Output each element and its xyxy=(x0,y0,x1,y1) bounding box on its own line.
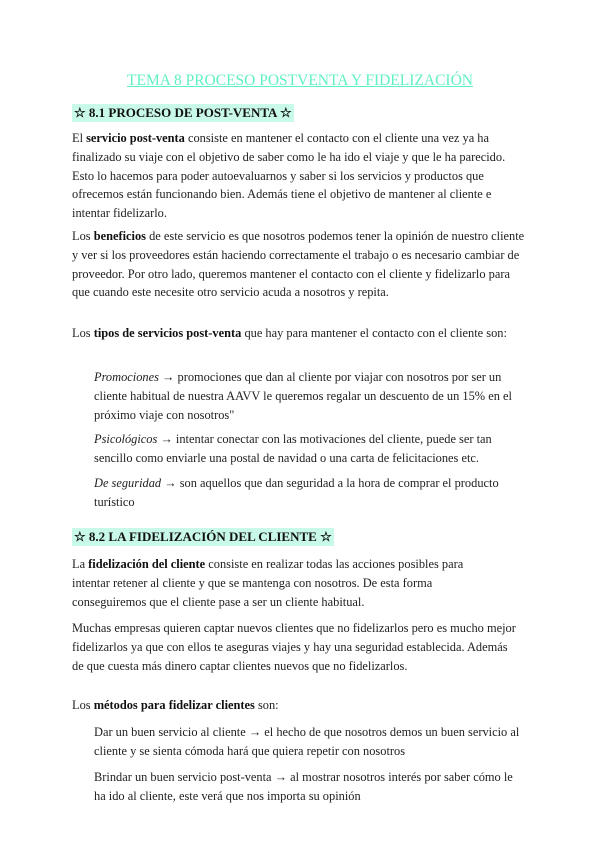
paragraph-servicio-post-venta: El servicio post-venta consiste en mantener el contacto con el cliente una vez ya ha finalizado su viaje con el objetivo de saber como le ha ido el viaje y que le ha parecido. Esto lo hacemos para poder autoevaluarnos y saber si los servicios y productos que ofrecemos están funcionando bien. Además tiene el objetivo de mantener al cliente e intentar fidelizarlo. xyxy=(72,131,506,221)
list-item-promociones: Promociones → promociones que dan al cliente por viajar con nosotros por ser un cliente habitual de nuestra AAVV le queremos regalar un descuento de un 15% en el próximo viaje con nosotros" xyxy=(94,370,512,422)
paragraph-fidelizacion: La fidelización del cliente consiste en realizar todas las acciones posibles para intentar retener al cliente y que se mantenga con nosotros. De esta forma conseguiremos que el cliente pase a ser un cliente habitual. xyxy=(72,557,464,609)
section-heading-8-1: ☆ 8.1 PROCESO DE POST-VENTA ☆ xyxy=(74,105,292,120)
list-item-buen-servicio: Dar un buen servicio al cliente → el hecho de que nosotros demos un buen servicio al cliente y se sienta cómoda hará que quiera repetir con nosotros xyxy=(94,725,520,758)
paragraph-metodos: Los métodos para fidelizar clientes son: xyxy=(72,698,279,712)
paragraph-empresas: Muchas empresas quieren captar nuevos clientes que no fidelizarlos pero es mucho mejor fidelizarlos ya que con ellos te aseguras viajes y hay una seguridad establecida. Además de que cuesta más dinero captar clientes nuevos que no fidelizarlos. xyxy=(72,621,516,673)
list-item-psicologicos: Psicológicos → intentar conectar con las motivaciones del cliente, puede ser tan sencillo como enviarle una postal de navidad o una carta de felicitaciones etc. xyxy=(94,432,492,465)
paragraph-beneficios: Los beneficios de este servicio es que nosotros podemos tener la opinión de nuestro cliente y ver si los proveedores están haciendo correctamente el trabajo o es necesario cambiar de proveedor. Por otro lado, queremos mantener el contacto con el cliente y fidelizarlo para que cuando este necesite otro servicio acuda a nosotros y repita. xyxy=(72,229,525,300)
section-heading-8-2: ☆ 8.2 LA FIDELIZACIÓN DEL CLIENTE ☆ xyxy=(74,529,332,544)
list-item-post-venta: Brindar un buen servicio post-venta → al mostrar nosotros interés por saber cómo le ha ido al cliente, este verá que nos importa su opinión xyxy=(94,770,513,803)
document-title: TEMA 8 PROCESO POSTVENTA Y FIDELIZACIÓN xyxy=(127,72,473,89)
list-item-seguridad: De seguridad → son aquellos que dan seguridad a la hora de comprar el producto turístico xyxy=(94,476,499,509)
paragraph-tipos-servicios: Los tipos de servicios post-venta que hay para mantener el contacto con el cliente son: xyxy=(72,326,507,340)
